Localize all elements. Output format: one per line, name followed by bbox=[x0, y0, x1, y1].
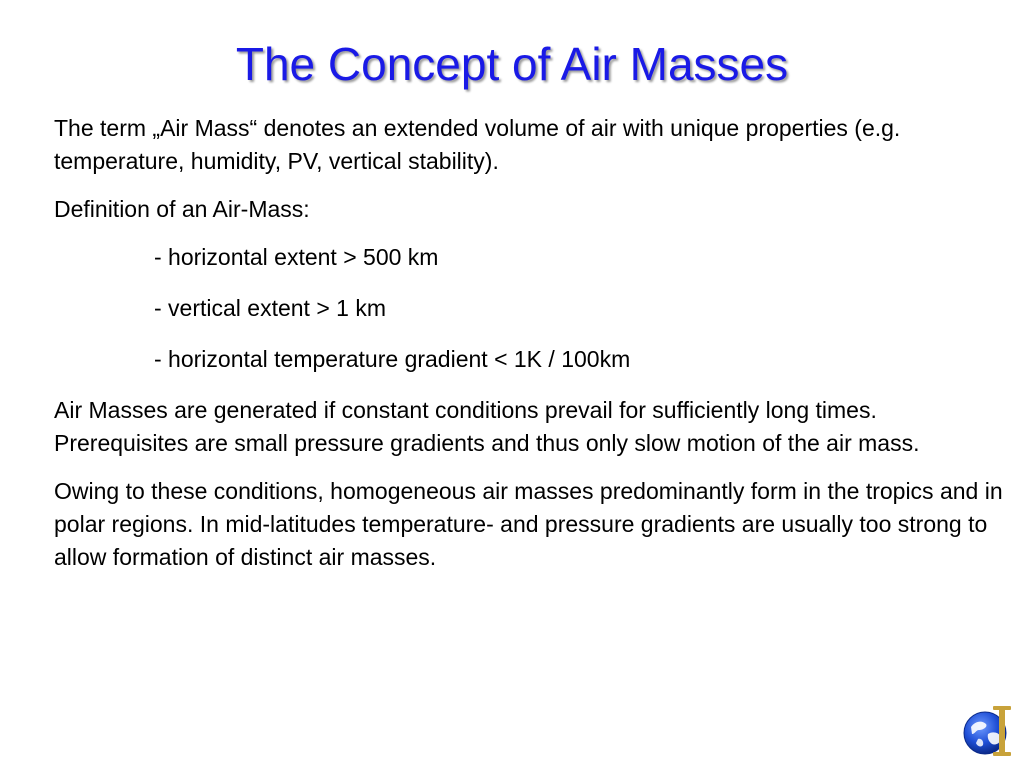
definition-item-temperature-gradient: - horizontal temperature gradient < 1K / 100km bbox=[154, 346, 631, 372]
globe-logo-icon bbox=[957, 703, 1017, 759]
definition-item-horizontal-extent: - horizontal extent > 500 km bbox=[154, 244, 439, 270]
paragraph-generation: Air Masses are generated if constant conditions prevail for sufficiently long times. Prerequisites are small pressure gradients and thus only slow motion of the air mass. bbox=[54, 397, 920, 456]
slide-body bbox=[54, 112, 1004, 589]
paragraph-intro: The term „Air Mass“ denotes an extended volume of air with unique properties (e.g. temperature, humidity, PV, vertical stability). bbox=[54, 115, 901, 174]
paragraph-formation: Owing to these conditions, homogeneous air masses predominantly form in the tropics and in polar regions. In mid-latitudes temperature- and pressure gradients are usually too strong to allow formation of distinct air masses. bbox=[54, 478, 1003, 570]
paragraph-definition-heading: Definition of an Air-Mass: bbox=[54, 196, 310, 222]
slide-title: The Concept of Air Masses bbox=[235, 38, 789, 90]
definition-item-vertical-extent: - vertical extent > 1 km bbox=[154, 295, 386, 321]
